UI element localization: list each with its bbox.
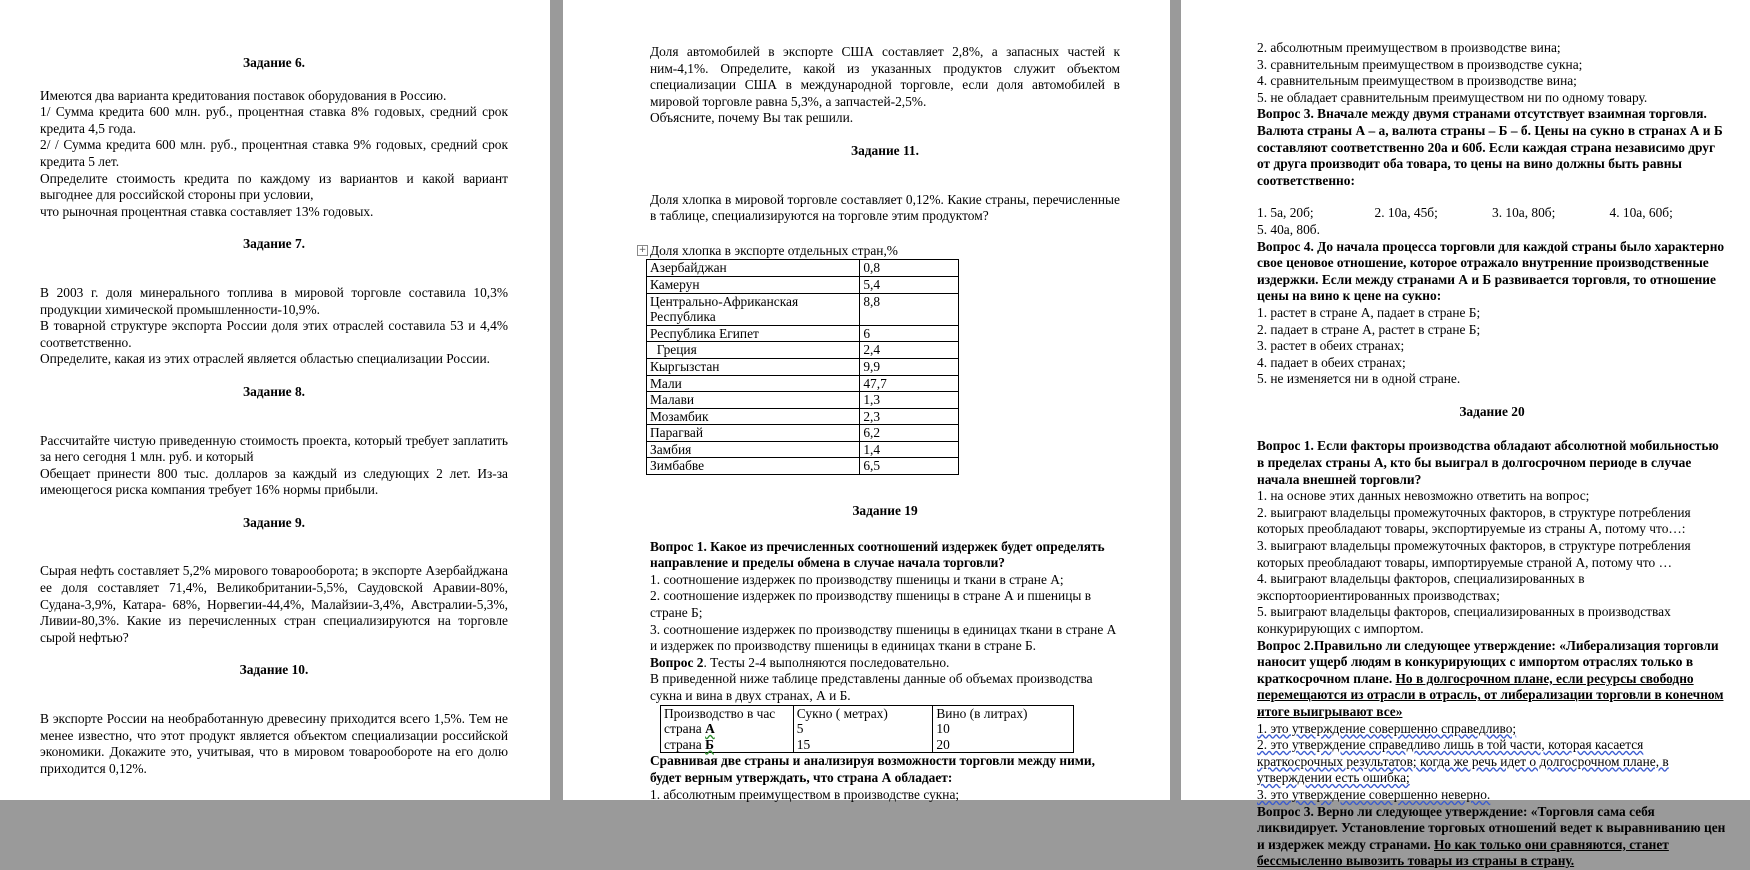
task-19-q2-label: Вопрос 2 [650,654,704,670]
task-20-q1-a3: 3. выиграют владельцы промежуточных факторов, в структуре потребления которых преобладают товары, импортируемые страной А, потому что … [1257,538,1691,570]
cotton-country-cell: Камерун [647,276,860,293]
task-11-title: Задание 11. [851,142,919,158]
cotton-value-cell: 0,8 [860,260,959,277]
production-country-label: страна [664,721,706,737]
task-6-line-3: 2/ / Сумма кредита 600 млн. руб., процентная ставка 9% годовых, средний срок кредита 5 лет. [40,137,508,169]
task-20-q1: Вопрос 1. Если факторы производства обладают абсолютной мобильностью в пределах страны А, кто бы выиграл в долгосрочном периоде в случае начала внешней торговли? [1257,438,1719,487]
task-19-q2-statement: Сравнивая две страны и анализируя возможности торговли между ними, будет верным утверждать, что страна А обладает: [650,753,1095,785]
task-7-title: Задание 7. [243,236,305,252]
task-20-q3-part-2: Но как только они сравняются, станет бессмысленно вывозить товары из страны в страну. [1257,836,1669,869]
production-country-letter: А [705,721,715,737]
production-country-label: страна [664,736,706,752]
task-6-line-5: что рыночная процентная ставка составляет 13% годовых. [40,203,374,219]
production-header-cell: Вино (в литрах) [933,705,1074,721]
task-19-q1-a3: 3. соотношение издержек по производству пшеницы в единицах ткани в стране А и издержек по производству пшеницы в единицах ткани в стране Б. [650,621,1117,654]
cotton-value-cell: 6,5 [860,458,959,475]
question-4-answer-4: 4. падает в обеих странах; [1257,354,1406,370]
cotton-country-cell: Мали [647,375,860,392]
cotton-table-row [647,325,959,342]
cotton-table-row [647,260,959,277]
cotton-table-row [647,293,959,325]
task-10-line-1: В экспорте России на необработанную древесину приходится всего 1,5%. Тем не менее известно, что этот продукт является объектом специализации российской экономики. Докажите это, учитывая, что в мировом товарообороте на его долю приходится 0,12%. [40,711,508,776]
task-11-line-1: Доля хлопка в мировой торговле составляет 0,12%. Какие страны, перечисленные в таблице, специализируются на торговле этим продуктом? [650,191,1120,224]
task-20-q1-a1: 1. на основе этих данных невозможно ответить на вопрос; [1257,488,1590,504]
task-8-line-1: Рассчитайте чистую приведенную стоимость проекта, который требует заплатить за него сегодня 1 млн. руб. и который [40,432,508,465]
task-19-title: Задание 19 [852,503,918,519]
question-4-answer-5: 5. не изменяется ни в одной стране. [1257,371,1461,387]
cotton-value-cell: 6,2 [860,425,959,442]
cotton-value-cell: 1,3 [860,392,959,409]
cotton-table-block [638,242,1120,475]
task-19-q2-line-2: В приведенной ниже таблице представлены данные об объемах производства сукна и вина в двух странах, А и Б. [650,671,1093,703]
task-20-q2-b3: 3. это утверждение совершенно неверно. [1257,786,1491,802]
cotton-table-row [647,441,959,458]
question-3: Вопрос 3. Вначале между двумя странами отсутствует взаимная торговля. Валюта страны А – а, валюта страны – Б – б. Цены на сукно в странах А и Б составляют соответственно 20а и 60б. Если каждая страна независимо друг от друга производит оба товара, то цены на вино должны быть равны соответственно: [1257,106,1723,188]
cotton-table-row [647,425,959,442]
cotton-table-row [647,276,959,293]
cotton-value-cell: 9,9 [860,358,959,375]
task-7-line-1: В 2003 г. доля минерального топлива в мировой торговле составила 10,3% продукции химической промышленности-10,9%. [40,284,508,317]
document-page-2 [563,0,1170,800]
question-4-answer-3: 3. растет в обеих странах; [1257,338,1405,354]
question-4-answer-2: 2. падает в стране А, растет в стране Б; [1257,321,1481,337]
page-3-content [1257,40,1727,870]
task-19-q1-a2: 2. соотношение издержек по производству пшеницы в стране А и пшеницы в стране Б; [650,588,1092,621]
cotton-country-cell: Кыргызстан [647,358,860,375]
production-table-row [661,721,1074,737]
task-20-q1-a4: 4. выиграют владельцы факторов, специализированных в экспортоориентированных производствах; [1257,571,1585,603]
cotton-table-caption: Доля хлопка в экспорте отдельных стран,% [650,242,898,258]
cotton-country-cell: Малави [647,392,860,409]
production-header-cell: Производство в час [661,705,794,721]
table-move-handle-icon[interactable]: + [638,244,647,255]
cotton-value-cell: 2,3 [860,408,959,425]
production-table [660,705,1074,754]
question-3-option-5: 5. 40а, 80б. [1257,221,1320,237]
question-4: Вопрос 4. До начала процесса торговли для каждой страны было характерно свое ценовое отношение, которое отражало внутренние производственные издержки. Если между странами А и Б развивается торговля, то отношение цены на вино к цене на сукно: [1257,238,1725,304]
production-wine-cell: 20 [933,737,1074,753]
task-20-q2-b1: 1. это утверждение совершенно справедливо; [1257,720,1517,736]
task-6-line-1: Имеются два варианта кредитования поставок оборудования в Россию. [40,87,447,103]
cotton-table-row [647,392,959,409]
document-page-3 [1181,0,1750,869]
question-3-option: 3. 10а, 80б; [1492,205,1556,221]
task-19-q2-line-1 [650,655,1120,672]
task-20-q2 [1257,638,1727,721]
task-19-q1-a1: 1. соотношение издержек по производству пшеницы и ткани в стране А; [650,571,1064,587]
cotton-value-cell: 1,4 [860,441,959,458]
cotton-value-cell: 5,4 [860,276,959,293]
cotton-country-cell: Центрально-Африканская Республика [647,293,860,325]
task-10b-explain: Объясните, почему Вы так решили. [650,110,854,126]
cotton-country-cell: Мозамбик [647,408,860,425]
question-3-option: 2. 10а, 45б; [1374,205,1438,221]
cotton-value-cell: 47,7 [860,375,959,392]
cotton-table-row [647,358,959,375]
cotton-country-cell: Парагвай [647,425,860,442]
production-cloth-cell: 15 [793,737,933,753]
task-19-q2-a1: 1. абсолютным преимуществом в производстве сукна; [650,786,960,802]
task-9-line-1: Сырая нефть составляет 5,2% мирового товарооборота; в экспорте Азербайджана ее доля составляет 71,4%, Великобритании-5,5%, Саудовской Аравии-80%, Судана-3,9%, Катара- 68%, Норвегии-44,4%, Малайзии-3,4%, Австралии-5,3%, Ливии-80,3%. Какие из перечисленных стран специализируются на торговле сырой нефтью? [40,563,508,645]
task-7-line-3: Определите, какая из этих отраслей является областью специализации России. [40,351,490,367]
task-8-title: Задание 8. [243,383,305,399]
question-4-answer-1: 1. растет в стране А, падает в стране Б; [1257,304,1481,320]
task-6-line-2: 1/ Сумма кредита 600 млн. руб., процентная ставка 8% годовых, средний срок кредита 4,5 года. [40,104,508,136]
production-table-row [661,737,1074,753]
question-3-option: 4. 10а, 60б; [1609,205,1673,221]
cotton-table-row [647,375,959,392]
task-20-q1-a2: 2. выиграют владельцы промежуточных факторов, в структуре потребления которых преобладают товары, экспортируемые из страны А, потому что…: [1257,504,1691,537]
task-19-q1: Вопрос 1. Какое из пречисленных соотношений издержек будет определять направление и пределы обмена в случае начала торговли? [650,538,1105,571]
q2-answer-2: 2. абсолютным преимуществом в производстве вина; [1257,40,1561,55]
cotton-table-row [647,458,959,475]
cotton-table [646,259,959,475]
cotton-table-row [647,342,959,359]
production-cloth-cell: 5 [793,721,933,737]
production-table-header [661,705,1074,721]
task-7-line-2: В товарной структуре экспорта России доля этих отраслей составила 53 и 4,4% соответственно. [40,318,508,350]
task-20-q2-part-2: Но в долгосрочном плане, если ресурсы свободно перемещаются из отрасли в отрасль, от либерализации торговли в конечном итоге выигрывают все» [1257,670,1724,719]
task-20-q2-part-1: Вопрос 2.Правильно ли следующее утверждение: «Либерализация торговли наносит ущерб людям в конкурирующих с импортом отраслях только в краткосрочном плане. [1257,637,1719,686]
cotton-value-cell: 2,4 [860,342,959,359]
cotton-country-cell: Азербайджан [647,260,860,277]
task-10b-text: Доля автомобилей в экспорте США составляет 2,8%, а запасных частей к ним-4,1%. Определите, какой из указанных продуктов служит объектом специализации США в международной торговле, если доля автомобилей в мировой торговле равна 5,3%, а запчастей-2,5%. [650,44,1120,109]
production-country-cell [661,721,794,737]
task-20-q1-a5: 5. выиграют владельцы факторов, специализированных в производствах конкурирующих с импортом. [1257,604,1671,636]
question-3-options [1257,205,1727,222]
cotton-country-cell: Зимбабве [647,458,860,475]
production-wine-cell: 10 [933,721,1074,737]
task-9-title: Задание 9. [243,514,305,530]
q2-answer-4: 4. сравнительным преимуществом в производстве вина; [1257,73,1577,89]
cotton-country-cell: Замбия [647,441,860,458]
task-10-title: Задание 10. [239,662,309,678]
cotton-country-cell: Греция [647,342,860,359]
document-page-1 [0,0,550,800]
production-country-cell [661,737,794,753]
task-20-q3 [1257,804,1727,870]
q2-answer-5: 5. не обладает сравнительным преимуществом ни по одному товару. [1257,89,1648,105]
cotton-country-cell: Республика Египет [647,325,860,342]
task-20-title: Задание 20 [1459,403,1525,419]
task-6-line-4: Определите стоимость кредита по каждому из вариантов и какой вариант выгоднее для российской стороны при условии, [40,170,508,203]
task-8-line-2: Обещает принести 800 тыс. долларов за каждый из следующих 2 лет. Из-за имеющегося риска компания требует 16% нормы прибыли. [40,465,508,498]
q2-answer-3: 3. сравнительным преимуществом в производстве сукна; [1257,56,1583,72]
production-country-letter: Б [705,736,714,752]
cotton-value-cell: 8,8 [860,293,959,325]
page-2-content [638,44,1120,803]
cotton-value-cell: 6 [860,325,959,342]
task-19-q2-text: . Тесты 2-4 выполняются последовательно. [703,654,950,670]
task-20-q3-part-1: Вопрос 3. Верно ли следующее утверждение: «Торговля сама себя ликвидирует. Установление торговых отношений ведет к выравниванию цен и издержек между странами. [1257,803,1726,852]
question-3-option: 1. 5а, 20б; [1257,205,1314,221]
task-6-title: Задание 6. [243,55,305,70]
cotton-table-row [647,408,959,425]
task-20-q2-b2: 2. это утверждение справедливо лишь в той части, которая касается краткосрочных результатов; когда же речь идет о долгосрочном плане, в утверждении есть ошибка; [1257,737,1669,786]
production-header-cell: Сукно ( метрах) [793,705,933,721]
page-1-content [40,55,508,777]
